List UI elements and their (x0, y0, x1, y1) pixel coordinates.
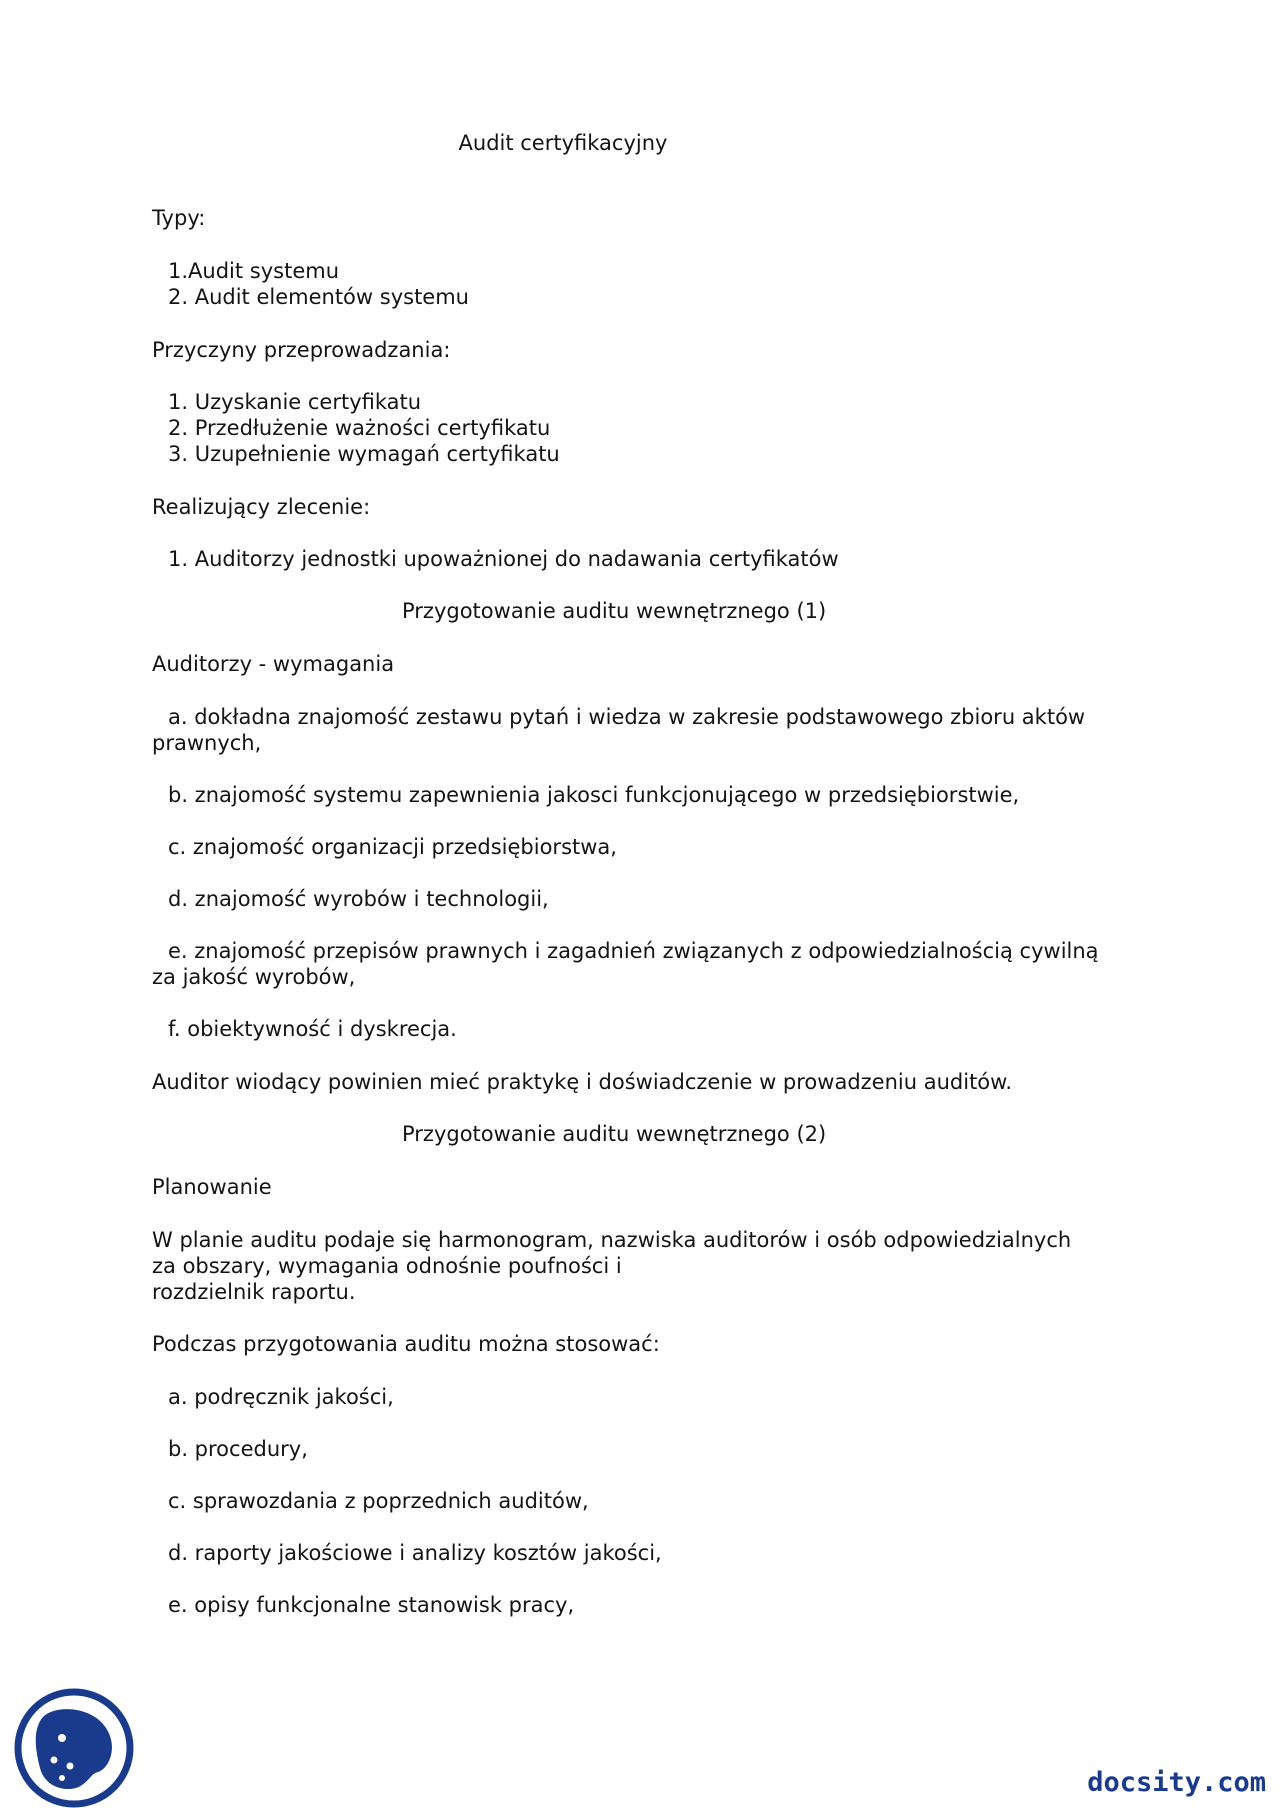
section-1-title: Przygotowanie auditu wewnętrznego (1) (402, 599, 827, 623)
typy-item-2: 2. Audit elementów systemu (168, 285, 469, 309)
use-item-a: a. podręcznik jakości, (168, 1385, 394, 1409)
typy-heading: Typy: (152, 206, 206, 230)
document-title: Audit certyfikacyjny (458, 131, 668, 155)
planowanie-heading: Planowanie (152, 1175, 272, 1199)
requirement-f: f. obiektywność i dyskrecja. (168, 1017, 457, 1041)
przyczyny-item-2: 2. Przedłużenie ważności certyfikatu (168, 416, 551, 440)
typy-item-1: 1.Audit systemu (168, 259, 340, 283)
use-item-d: d. raporty jakościowe i analizy kosztów jakości, (168, 1541, 662, 1565)
requirement-c: c. znajomość organizacji przedsiębiorstwa, (168, 835, 617, 859)
plan-line-2: za obszary, wymagania odnośnie poufności i (152, 1254, 622, 1278)
section-2-title: Przygotowanie auditu wewnętrznego (2) (402, 1122, 827, 1146)
podczas-heading: Podczas przygotowania auditu można stosować: (152, 1332, 660, 1356)
requirement-a-line-2: prawnych, (152, 731, 262, 755)
use-item-b: b. procedury, (168, 1437, 308, 1461)
przyczyny-heading: Przyczyny przeprowadzania: (152, 338, 451, 362)
use-item-e: e. opisy funkcjonalne stanowisk pracy, (168, 1593, 575, 1617)
requirement-d: d. znajomość wyrobów i technologii, (168, 887, 549, 911)
use-item-c: c. sprawozdania z poprzednich auditów, (168, 1489, 589, 1513)
plan-line-3: rozdzielnik raportu. (152, 1280, 356, 1304)
docsity-brand-text[interactable]: docsity.com (1087, 1767, 1266, 1798)
plan-line-1: W planie auditu podaje się harmonogram, nazwiska auditorów i osób odpowiedzialnych (152, 1228, 1072, 1252)
requirement-e-line-2: za jakość wyrobów, (152, 965, 356, 989)
przyczyny-item-3: 3. Uzupełnienie wymagań certyfikatu (168, 442, 560, 466)
requirement-b: b. znajomość systemu zapewnienia jakosci funkcjonującego w przedsiębiorstwie, (168, 783, 1020, 807)
auditor-wiodacy-text: Auditor wiodący powinien mieć praktykę i doświadczenie w prowadzeniu auditów. (152, 1070, 1013, 1094)
przyczyny-item-1: 1. Uzyskanie certyfikatu (168, 390, 422, 414)
docsity-logo-icon (14, 1688, 134, 1808)
realizujacy-item-1: 1. Auditorzy jednostki upoważnionej do nadawania certyfikatów (168, 547, 839, 571)
realizujacy-heading: Realizujący zlecenie: (152, 495, 371, 519)
requirement-a-line-1: a. dokładna znajomość zestawu pytań i wiedza w zakresie podstawowego zbioru aktów (168, 705, 1086, 729)
auditorzy-heading: Auditorzy - wymagania (152, 652, 395, 676)
requirement-e-line-1: e. znajomość przepisów prawnych i zagadnień związanych z odpowiedzialnością cywilną (168, 939, 1099, 963)
